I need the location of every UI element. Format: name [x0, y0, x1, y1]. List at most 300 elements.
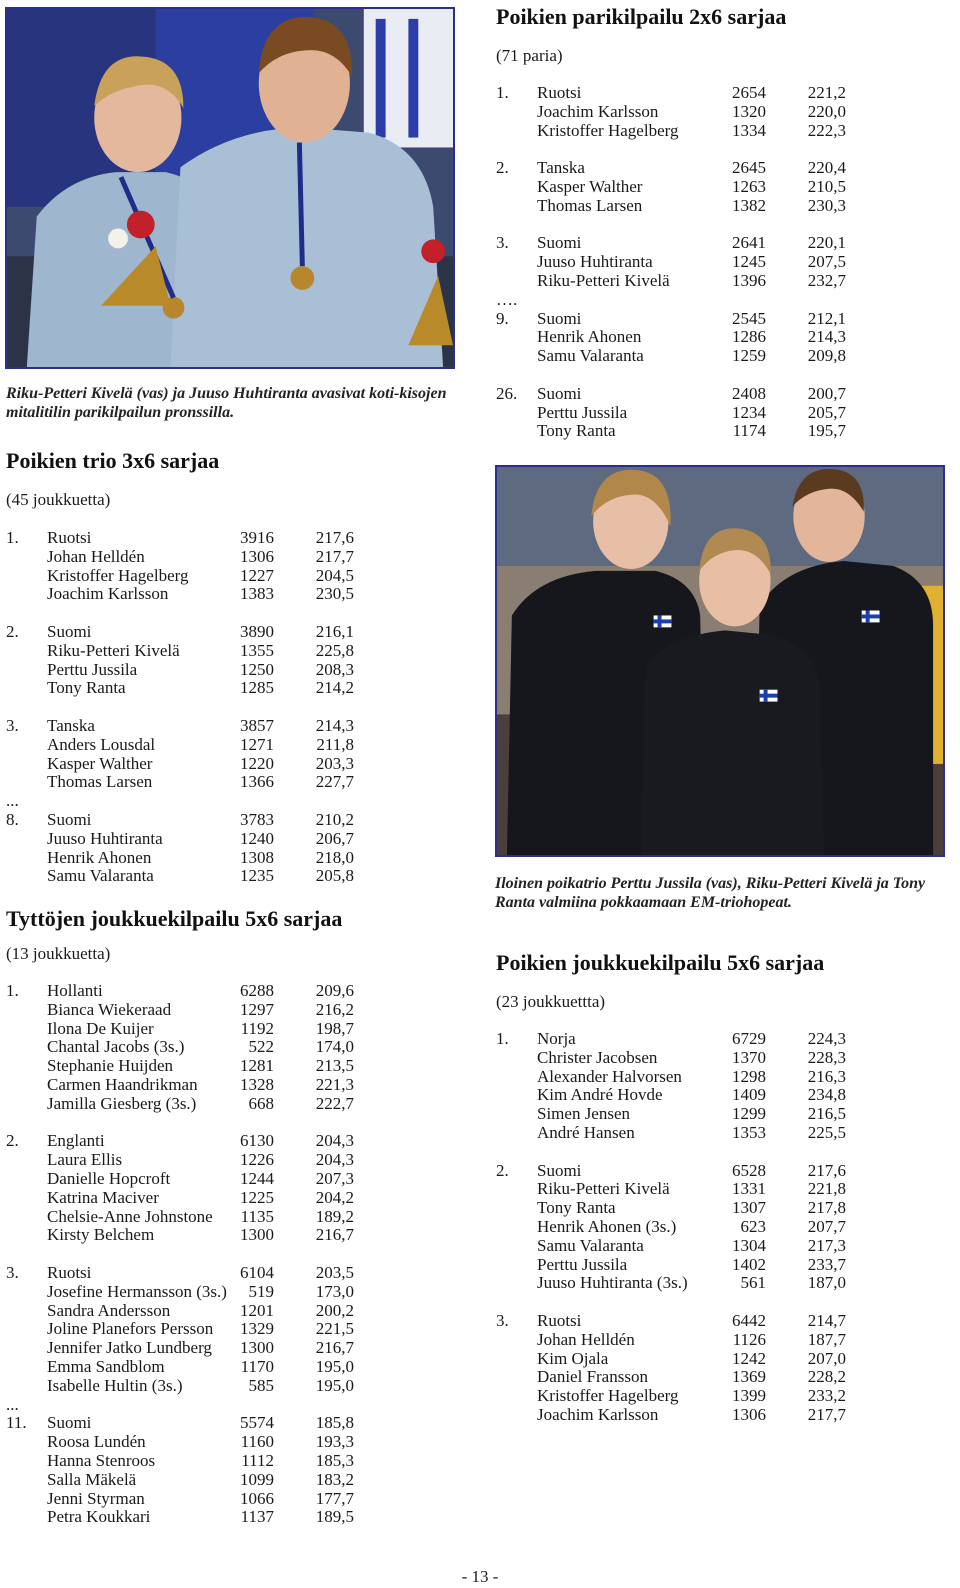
- player-row: [6, 830, 354, 849]
- photo-medal-pair: [5, 7, 455, 369]
- player-row: [6, 773, 354, 792]
- average: 189,2: [315, 1206, 354, 1226]
- name: Chantal Jacobs (3s.): [47, 1037, 185, 1057]
- total: 2545: [732, 308, 766, 328]
- average: 220,4: [807, 158, 846, 178]
- average: 174,0: [315, 1037, 354, 1057]
- total: 1306: [732, 1404, 766, 1424]
- team-row: [6, 1414, 354, 1433]
- rank: 3.: [496, 233, 509, 253]
- total: 3916: [240, 528, 274, 547]
- name: Joachim Karlsson: [537, 101, 659, 121]
- average: 216,3: [807, 1066, 846, 1086]
- result-group: [6, 717, 354, 792]
- player-row: [6, 1038, 354, 1057]
- name: Tony Ranta: [537, 1198, 616, 1218]
- average: 225,8: [315, 640, 354, 660]
- total: 623: [740, 1216, 766, 1236]
- name: Petra Koukkari: [47, 1507, 151, 1527]
- name: Perttu Jussila: [47, 659, 138, 679]
- player-row: [496, 422, 846, 441]
- average: 209,8: [807, 346, 846, 366]
- result-group: [6, 623, 354, 698]
- name: Josefine Hermansson (3s.): [47, 1281, 227, 1301]
- name: Jamilla Giesberg (3s.): [47, 1093, 197, 1113]
- player-row: [496, 328, 846, 347]
- name: Kasper Walther: [47, 753, 153, 773]
- average: 216,2: [315, 999, 354, 1019]
- player-row: [496, 1086, 846, 1105]
- average: 227,7: [315, 772, 354, 792]
- average: 228,2: [807, 1367, 846, 1387]
- rank: 3.: [6, 1262, 19, 1282]
- average: 204,2: [315, 1187, 354, 1207]
- name: Chelsie-Anne Johnstone: [47, 1206, 213, 1226]
- team-row: [496, 1030, 846, 1049]
- rank: 1.: [496, 1029, 509, 1048]
- total: 1304: [732, 1235, 766, 1255]
- average: 233,7: [807, 1254, 846, 1274]
- player-row: [496, 1049, 846, 1068]
- average: 187,0: [807, 1273, 846, 1293]
- total: 6528: [732, 1160, 766, 1180]
- player-row: [496, 122, 846, 141]
- result-group: [6, 1132, 354, 1245]
- total: 1244: [240, 1168, 274, 1188]
- name: Suomi: [537, 383, 582, 403]
- total: 1334: [732, 120, 766, 140]
- name: Simen Jensen: [537, 1104, 631, 1124]
- player-row: [6, 679, 354, 698]
- player-row: [6, 642, 354, 661]
- ellipsis: ….: [496, 289, 518, 309]
- total: 2408: [732, 383, 766, 403]
- name: Samu Valaranta: [537, 346, 644, 366]
- average: 216,1: [315, 621, 354, 641]
- player-row: [6, 1226, 354, 1245]
- average: 210,5: [807, 176, 846, 196]
- player-row: [6, 1057, 354, 1076]
- total: 1369: [732, 1367, 766, 1387]
- total: 1366: [240, 772, 274, 792]
- average: 185,3: [315, 1450, 354, 1470]
- player-row: [6, 1320, 354, 1339]
- name: Emma Sandblom: [47, 1356, 165, 1376]
- pairs-subtitle: (71 paria): [496, 46, 563, 65]
- rank: 1.: [6, 981, 19, 1000]
- name: Juuso Huhtiranta: [537, 252, 653, 272]
- boys-team-subtitle: (23 joukkuettta): [496, 992, 606, 1011]
- name: Suomi: [537, 1160, 582, 1180]
- player-row: [496, 1199, 846, 1218]
- average: 217,8: [807, 1198, 846, 1218]
- total: 1382: [732, 195, 766, 215]
- total: 3890: [240, 621, 274, 641]
- average: 204,5: [315, 565, 354, 585]
- average: 195,7: [807, 421, 846, 441]
- trio-title: Poikien trio 3x6 sarjaa: [6, 448, 220, 473]
- pairs-results-table: [496, 84, 846, 441]
- total: 585: [248, 1375, 274, 1395]
- total: 1307: [732, 1198, 766, 1218]
- player-row: [496, 178, 846, 197]
- total: 1286: [732, 327, 766, 347]
- ellipsis: ...: [6, 791, 19, 811]
- total: 5574: [240, 1413, 274, 1433]
- player-row: [496, 1124, 846, 1143]
- name: Kristoffer Hagelberg: [537, 1386, 679, 1406]
- total: 1235: [240, 866, 274, 886]
- name: Kim André Hovde: [537, 1085, 663, 1105]
- total: 1399: [732, 1386, 766, 1406]
- name: Suomi: [537, 308, 582, 328]
- name: Kim Ojala: [537, 1348, 609, 1368]
- player-row: [6, 1001, 354, 1020]
- team-row: [496, 1162, 846, 1181]
- total: 1174: [732, 421, 766, 441]
- total: 1220: [240, 753, 274, 773]
- result-group: [496, 1030, 846, 1143]
- name: Juuso Huhtiranta: [47, 828, 163, 848]
- player-row: [6, 1339, 354, 1358]
- ellipsis: ...: [6, 1394, 19, 1414]
- average: 218,0: [315, 847, 354, 867]
- result-group: [496, 1162, 846, 1294]
- page-number: - 13 -: [461, 1567, 499, 1586]
- team-row: [6, 1264, 354, 1283]
- name: Tony Ranta: [537, 421, 616, 441]
- rank: 2.: [6, 1131, 19, 1151]
- total: 1383: [240, 584, 274, 604]
- rank: 3.: [496, 1310, 509, 1330]
- rank: 2.: [496, 158, 509, 178]
- name: Isabelle Hultin (3s.): [47, 1375, 183, 1395]
- total: 1328: [240, 1074, 274, 1094]
- name: Perttu Jussila: [537, 1254, 628, 1274]
- boys-team-results-table: [496, 1030, 846, 1425]
- name: Christer Jacobsen: [537, 1047, 658, 1067]
- average: 221,2: [807, 83, 846, 102]
- name: Bianca Wiekeraad: [47, 999, 172, 1019]
- result-group: [6, 1396, 354, 1528]
- player-row: [6, 1490, 354, 1509]
- total: 1299: [732, 1104, 766, 1124]
- player-row: [496, 347, 846, 366]
- player-row: [6, 1020, 354, 1039]
- player-row: [496, 1368, 846, 1387]
- team-row: [6, 1132, 354, 1151]
- total: 1135: [240, 1206, 274, 1226]
- player-row: [496, 1274, 846, 1293]
- name: Englanti: [47, 1131, 105, 1151]
- team-row: [496, 385, 846, 404]
- total: 1263: [732, 176, 766, 196]
- result-group: [496, 159, 846, 215]
- team-row: [6, 811, 354, 830]
- player-row: [6, 1170, 354, 1189]
- player-row: [496, 1350, 846, 1369]
- player-row: [496, 1218, 846, 1237]
- player-row: [6, 849, 354, 868]
- player-row: [496, 103, 846, 122]
- average: 195,0: [315, 1356, 354, 1376]
- total: 1160: [240, 1432, 274, 1452]
- team-row: [496, 234, 846, 253]
- total: 1242: [732, 1348, 766, 1368]
- total: 6729: [732, 1029, 766, 1048]
- total: 2641: [732, 233, 766, 253]
- name: Joachim Karlsson: [47, 584, 169, 604]
- player-row: [496, 1237, 846, 1256]
- rank: 9.: [496, 308, 509, 328]
- team-row: [496, 159, 846, 178]
- name: Hollanti: [47, 981, 103, 1000]
- total: 519: [248, 1281, 274, 1301]
- name: Stephanie Huijden: [47, 1056, 174, 1076]
- name: Tony Ranta: [47, 678, 126, 698]
- pairs-title: Poikien parikilpailu 2x6 sarjaa: [496, 4, 787, 29]
- total: 6130: [240, 1131, 274, 1151]
- average: 217,7: [807, 1404, 846, 1424]
- name: Norja: [537, 1029, 576, 1048]
- rank: 11.: [6, 1413, 27, 1433]
- girls-title: Tyttöjen joukkuekilpailu 5x6 sarjaa: [6, 906, 343, 931]
- player-row: [6, 867, 354, 886]
- total: 1137: [240, 1507, 274, 1527]
- player-row: [6, 1151, 354, 1170]
- average: 211,8: [316, 734, 354, 754]
- total: 1271: [240, 734, 274, 754]
- average: 207,5: [807, 252, 846, 272]
- average: 189,5: [315, 1507, 354, 1527]
- player-row: [496, 272, 846, 291]
- average: 200,2: [315, 1300, 354, 1320]
- total: 6442: [732, 1310, 766, 1330]
- player-row: [6, 1189, 354, 1208]
- result-group: [496, 291, 846, 366]
- total: 1099: [240, 1469, 274, 1489]
- total: 1396: [732, 270, 766, 290]
- average: 185,8: [315, 1413, 354, 1433]
- average: 207,3: [315, 1168, 354, 1188]
- average: 216,5: [807, 1104, 846, 1124]
- result-group: [6, 1264, 354, 1396]
- total: 2654: [732, 83, 766, 102]
- total: 1226: [240, 1150, 274, 1170]
- name: Henrik Ahonen (3s.): [537, 1216, 677, 1236]
- average: 195,0: [315, 1375, 354, 1395]
- average: 214,2: [315, 678, 354, 698]
- average: 177,7: [315, 1488, 354, 1508]
- player-row: [496, 1180, 846, 1199]
- average: 193,3: [315, 1432, 354, 1452]
- average: 225,5: [807, 1122, 846, 1142]
- total: 1225: [240, 1187, 274, 1207]
- average: 214,7: [807, 1310, 846, 1330]
- name: Anders Lousdal: [47, 734, 156, 754]
- name: Ruotsi: [537, 1310, 582, 1330]
- average: 183,2: [315, 1469, 354, 1489]
- total: 2645: [732, 158, 766, 178]
- average: 214,3: [315, 715, 354, 735]
- average: 205,8: [315, 866, 354, 886]
- average: 209,6: [315, 981, 354, 1000]
- total: 1245: [732, 252, 766, 272]
- average: 212,1: [807, 308, 846, 328]
- average: 232,7: [807, 270, 846, 290]
- name: Perttu Jussila: [537, 402, 628, 422]
- name: Johan Helldén: [537, 1329, 635, 1349]
- team-row: [6, 529, 354, 548]
- name: André Hansen: [537, 1122, 635, 1142]
- average: 230,3: [807, 195, 846, 215]
- name: Laura Ellis: [47, 1150, 123, 1170]
- average: 214,3: [807, 327, 846, 347]
- player-row: [496, 253, 846, 272]
- average: 216,7: [315, 1225, 354, 1245]
- name: Samu Valaranta: [47, 866, 154, 886]
- total: 1066: [240, 1488, 274, 1508]
- player-row: [496, 1387, 846, 1406]
- average: 204,3: [315, 1150, 354, 1170]
- total: 6104: [240, 1262, 274, 1282]
- total: 1298: [732, 1066, 766, 1086]
- name: Kristoffer Hagelberg: [47, 565, 189, 585]
- player-row: [6, 1377, 354, 1396]
- total: 522: [248, 1037, 274, 1057]
- photo-trio: [495, 465, 945, 857]
- total: 1192: [240, 1018, 274, 1038]
- average: 217,3: [807, 1235, 846, 1255]
- player-row: [6, 1358, 354, 1377]
- team-row: [496, 310, 846, 329]
- average: 173,0: [315, 1281, 354, 1301]
- total: 1170: [240, 1356, 274, 1376]
- result-group: [6, 792, 354, 886]
- name: Kasper Walther: [537, 176, 643, 196]
- total: 1355: [240, 640, 274, 660]
- name: Sandra Andersson: [47, 1300, 171, 1320]
- photo-caption-trio: Iloinen poikatrio Perttu Jussila (vas), Riku-Petteri Kivelä ja Tony Ranta valmiina pokkaamaan EM-triohopeat.: [495, 875, 926, 911]
- name: Salla Mäkelä: [47, 1469, 137, 1489]
- average: 206,7: [315, 828, 354, 848]
- total: 1402: [732, 1254, 766, 1274]
- average: 187,7: [807, 1329, 846, 1349]
- result-group: [6, 982, 354, 1114]
- player-row: [496, 1105, 846, 1124]
- average: 198,7: [315, 1018, 354, 1038]
- average: 205,7: [807, 402, 846, 422]
- name: Ruotsi: [537, 83, 582, 102]
- average: 234,8: [807, 1085, 846, 1105]
- name: Joachim Karlsson: [537, 1404, 659, 1424]
- player-row: [6, 1095, 354, 1114]
- player-row: [6, 1452, 354, 1471]
- average: 210,2: [315, 809, 354, 829]
- team-row: [496, 1312, 846, 1331]
- average: 207,7: [807, 1216, 846, 1236]
- total: 6288: [240, 981, 274, 1000]
- average: 220,1: [807, 233, 846, 253]
- total: 1329: [240, 1319, 274, 1339]
- name: Juuso Huhtiranta (3s.): [537, 1273, 688, 1293]
- average: 216,7: [315, 1338, 354, 1358]
- player-row: [6, 1471, 354, 1490]
- average: 224,3: [807, 1029, 846, 1048]
- total: 1300: [240, 1225, 274, 1245]
- name: Henrik Ahonen: [47, 847, 152, 867]
- average: 222,7: [315, 1093, 354, 1113]
- player-row: [6, 661, 354, 680]
- total: 1112: [241, 1450, 274, 1470]
- result-group: [496, 385, 846, 441]
- average: 233,2: [807, 1386, 846, 1406]
- trio-results-table: [6, 529, 354, 886]
- total: 1409: [732, 1085, 766, 1105]
- total: 1306: [240, 546, 274, 566]
- name: Suomi: [47, 1413, 92, 1433]
- total: 1320: [732, 101, 766, 121]
- average: 213,5: [315, 1056, 354, 1076]
- team-row: [6, 982, 354, 1001]
- total: 1331: [732, 1179, 766, 1199]
- trio-subtitle: (45 joukkuetta): [6, 490, 111, 509]
- average: 217,6: [807, 1160, 846, 1180]
- average: 200,7: [807, 383, 846, 403]
- name: Thomas Larsen: [537, 195, 643, 215]
- average: 203,5: [315, 1262, 354, 1282]
- name: Joline Planefors Persson: [47, 1319, 214, 1339]
- boys-team-title: Poikien joukkuekilpailu 5x6 sarjaa: [496, 950, 825, 975]
- player-row: [496, 1256, 846, 1275]
- total: 1297: [240, 999, 274, 1019]
- total: 3857: [240, 715, 274, 735]
- name: Katrina Maciver: [47, 1187, 159, 1207]
- average: 217,6: [315, 528, 354, 547]
- name: Thomas Larsen: [47, 772, 153, 792]
- total: 1201: [240, 1300, 274, 1320]
- name: Suomi: [537, 233, 582, 253]
- name: Danielle Hopcroft: [47, 1168, 171, 1188]
- name: Tanska: [47, 715, 95, 735]
- total: 1370: [732, 1047, 766, 1067]
- name: Alexander Halvorsen: [537, 1066, 682, 1086]
- total: 1240: [240, 828, 274, 848]
- average: 208,3: [315, 659, 354, 679]
- player-row: [6, 567, 354, 586]
- total: 1285: [240, 678, 274, 698]
- name: Jenni Styrman: [47, 1488, 145, 1508]
- name: Samu Valaranta: [537, 1235, 644, 1255]
- name: Roosa Lundén: [47, 1432, 146, 1452]
- average: 220,0: [807, 101, 846, 121]
- name: Ruotsi: [47, 1262, 92, 1282]
- name: Hanna Stenroos: [47, 1450, 156, 1470]
- name: Kirsty Belchem: [47, 1225, 155, 1245]
- photo-caption-top: Riku-Petteri Kivelä (vas) ja Juuso Huhtiranta avasivat koti-kisojen mitalitilin parikilpailun pronssilla.: [6, 385, 447, 421]
- rank: 2.: [6, 621, 19, 641]
- player-row: [6, 1208, 354, 1227]
- average: 221,5: [315, 1319, 354, 1339]
- name: Suomi: [47, 809, 92, 829]
- average: 221,3: [315, 1074, 354, 1094]
- average: 222,3: [807, 120, 846, 140]
- name: Riku-Petteri Kivelä: [537, 1179, 670, 1199]
- result-group: [496, 1312, 846, 1425]
- name: Jennifer Jatko Lundberg: [47, 1338, 212, 1358]
- team-row: [6, 717, 354, 736]
- name: Suomi: [47, 621, 92, 641]
